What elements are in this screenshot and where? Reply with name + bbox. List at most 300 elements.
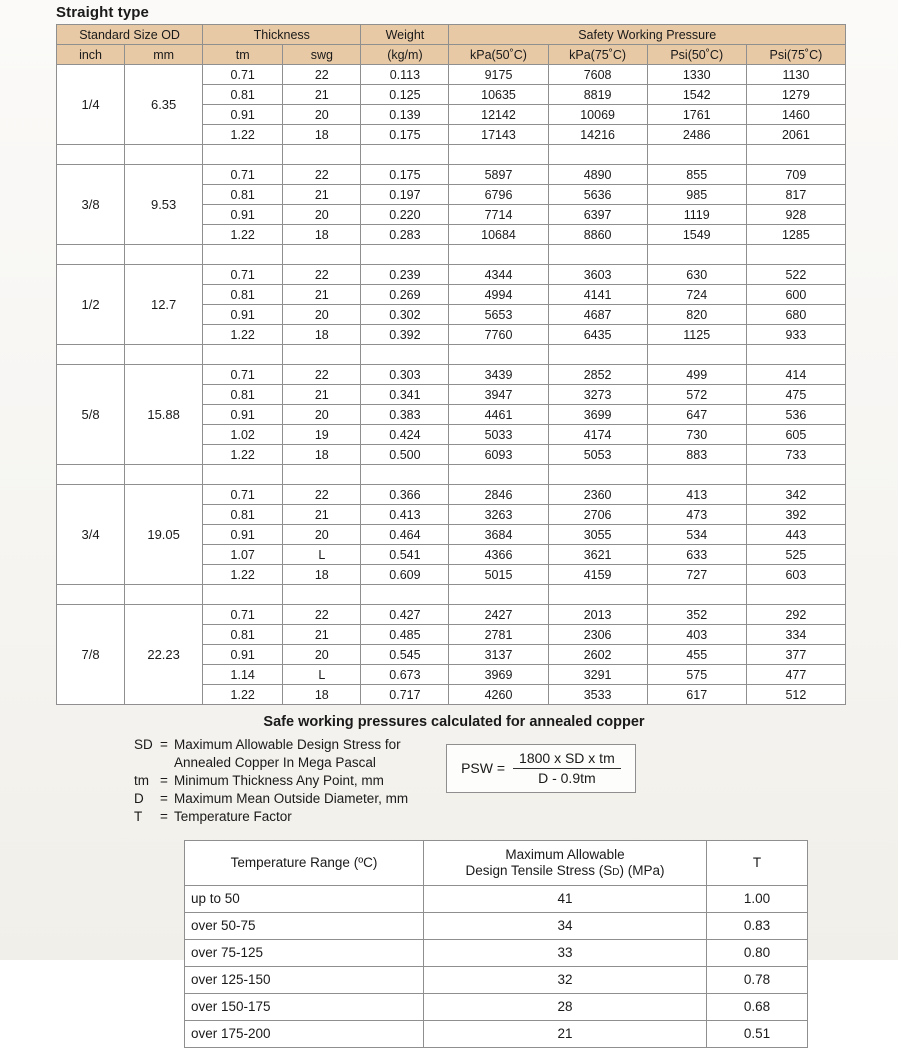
cell-tm: 0.71 (203, 605, 283, 625)
cell-weight: 0.485 (361, 625, 449, 645)
cell-size-mm: 19.05 (125, 485, 203, 585)
psw-formula-box (446, 744, 636, 793)
cell-swg: 20 (283, 525, 361, 545)
cell-kpa75: 4687 (548, 305, 647, 325)
legend-symbol: D (134, 790, 144, 806)
cell-weight: 0.125 (361, 85, 449, 105)
spacer-cell (283, 465, 361, 485)
cell-psi75: 334 (746, 625, 845, 645)
cell-psi75: 680 (746, 305, 845, 325)
legend-equals: = (160, 772, 168, 788)
cell-swg: 22 (283, 485, 361, 505)
cell-psi75: 933 (746, 325, 845, 345)
cell-tm: 0.71 (203, 365, 283, 385)
cell-psi75: 928 (746, 205, 845, 225)
cell-psi50: 1330 (647, 65, 746, 85)
cell-swg: 22 (283, 605, 361, 625)
cell-weight: 0.464 (361, 525, 449, 545)
cell-tm: 0.91 (203, 525, 283, 545)
header-psi50: Psi(50˚C) (647, 45, 746, 65)
cell-psi75: 605 (746, 425, 845, 445)
header-standard-size-od: Standard Size OD (57, 25, 203, 45)
cell-t-factor: 0.51 (707, 1020, 808, 1047)
cell-swg: 20 (283, 645, 361, 665)
cell-design-stress: 34 (424, 912, 707, 939)
cell-kpa50: 2846 (449, 485, 548, 505)
cell-psi75: 2061 (746, 125, 845, 145)
cell-psi50: 985 (647, 185, 746, 205)
cell-size-inch: 1/2 (57, 265, 125, 345)
cell-tm: 1.22 (203, 565, 283, 585)
spacer-cell (57, 585, 125, 605)
cell-psi50: 630 (647, 265, 746, 285)
spacer-cell (647, 245, 746, 265)
cell-weight: 0.220 (361, 205, 449, 225)
cell-tm: 1.22 (203, 225, 283, 245)
cell-kpa75: 4890 (548, 165, 647, 185)
cell-psi50: 575 (647, 665, 746, 685)
cell-kpa75: 14216 (548, 125, 647, 145)
cell-psi75: 377 (746, 645, 845, 665)
spacer-cell (283, 245, 361, 265)
cell-kpa50: 6093 (449, 445, 548, 465)
group-spacer-row (57, 345, 846, 365)
table-row (185, 885, 808, 912)
header-safety-working-pressure: Safety Working Pressure (449, 25, 846, 45)
cell-size-inch: 1/4 (57, 65, 125, 145)
cell-psi50: 855 (647, 165, 746, 185)
legend-item-sd (134, 736, 408, 754)
cell-swg: 18 (283, 325, 361, 345)
cell-weight: 0.413 (361, 505, 449, 525)
spacer-cell (647, 465, 746, 485)
header-weight: Weight (361, 25, 449, 45)
cell-size-mm: 6.35 (125, 65, 203, 145)
cell-temperature-range: over 175-200 (185, 1020, 424, 1047)
cell-psi50: 617 (647, 685, 746, 705)
cell-psi75: 1279 (746, 85, 845, 105)
table-header (57, 25, 846, 65)
header-t-factor: T (707, 840, 808, 885)
spacer-cell (361, 145, 449, 165)
spacer-cell (647, 345, 746, 365)
spacer-cell (125, 465, 203, 485)
header-sd-subscript: D (612, 866, 620, 878)
table-row (185, 993, 808, 1020)
table-row (185, 1020, 808, 1047)
cell-psi50: 633 (647, 545, 746, 565)
cell-psi50: 730 (647, 425, 746, 445)
cell-psi75: 1130 (746, 65, 845, 85)
spacer-cell (203, 345, 283, 365)
legend-and-formula (134, 736, 874, 826)
spacer-cell (548, 345, 647, 365)
group-spacer-row (57, 145, 846, 165)
spacer-cell (647, 585, 746, 605)
header-psi75: Psi(75˚C) (746, 45, 845, 65)
cell-size-mm: 15.88 (125, 365, 203, 465)
spacer-cell (746, 465, 845, 485)
cell-swg: 21 (283, 85, 361, 105)
cell-weight: 0.113 (361, 65, 449, 85)
cell-weight: 0.302 (361, 305, 449, 325)
spacer-cell (283, 145, 361, 165)
table-row (57, 365, 846, 385)
cell-tm: 0.91 (203, 105, 283, 125)
cell-kpa75: 2706 (548, 505, 647, 525)
cell-psi50: 727 (647, 565, 746, 585)
cell-psi50: 1761 (647, 105, 746, 125)
table-row (185, 912, 808, 939)
temperature-table-header (185, 840, 808, 885)
cell-swg: 21 (283, 285, 361, 305)
cell-kpa75: 5636 (548, 185, 647, 205)
table-row (57, 65, 846, 85)
legend-text: Maximum Allowable Design Stress for (174, 737, 401, 752)
cell-tm: 0.71 (203, 485, 283, 505)
cell-weight: 0.541 (361, 545, 449, 565)
spacer-cell (203, 145, 283, 165)
cell-tm: 0.81 (203, 625, 283, 645)
cell-design-stress: 32 (424, 966, 707, 993)
cell-size-inch: 3/4 (57, 485, 125, 585)
cell-kpa50: 3263 (449, 505, 548, 525)
cell-psi50: 455 (647, 645, 746, 665)
cell-t-factor: 0.78 (707, 966, 808, 993)
cell-kpa75: 4174 (548, 425, 647, 445)
cell-kpa50: 10635 (449, 85, 548, 105)
spacer-cell (57, 245, 125, 265)
spacer-cell (548, 465, 647, 485)
header-kpa50: kPa(50˚C) (449, 45, 548, 65)
cell-swg: 21 (283, 185, 361, 205)
cell-swg: 20 (283, 405, 361, 425)
spacer-cell (449, 145, 548, 165)
group-spacer-row (57, 245, 846, 265)
spacer-cell (203, 465, 283, 485)
cell-psi75: 477 (746, 665, 845, 685)
cell-kpa50: 6796 (449, 185, 548, 205)
cell-kpa50: 3684 (449, 525, 548, 545)
cell-psi75: 342 (746, 485, 845, 505)
cell-weight: 0.366 (361, 485, 449, 505)
cell-tm: 0.81 (203, 85, 283, 105)
cell-t-factor: 1.00 (707, 885, 808, 912)
cell-swg: 18 (283, 445, 361, 465)
cell-tm: 1.22 (203, 125, 283, 145)
cell-kpa75: 2360 (548, 485, 647, 505)
cell-size-mm: 9.53 (125, 165, 203, 245)
cell-kpa75: 3273 (548, 385, 647, 405)
cell-kpa75: 2013 (548, 605, 647, 625)
cell-kpa75: 2306 (548, 625, 647, 645)
cell-kpa50: 3439 (449, 365, 548, 385)
header-group-row (57, 25, 846, 45)
cell-kpa50: 5015 (449, 565, 548, 585)
spacer-cell (125, 145, 203, 165)
cell-psi75: 512 (746, 685, 845, 705)
cell-tm: 0.91 (203, 205, 283, 225)
legend-item-tm (134, 772, 408, 790)
cell-weight: 0.283 (361, 225, 449, 245)
cell-kpa75: 3603 (548, 265, 647, 285)
cell-weight: 0.673 (361, 665, 449, 685)
cell-weight: 0.609 (361, 565, 449, 585)
cell-t-factor: 0.80 (707, 939, 808, 966)
cell-temperature-range: up to 50 (185, 885, 424, 912)
cell-kpa50: 5033 (449, 425, 548, 445)
spacer-cell (746, 345, 845, 365)
cell-kpa50: 7760 (449, 325, 548, 345)
cell-weight: 0.424 (361, 425, 449, 445)
cell-size-inch: 3/8 (57, 165, 125, 245)
spacer-cell (125, 345, 203, 365)
cell-weight: 0.383 (361, 405, 449, 425)
cell-kpa50: 7714 (449, 205, 548, 225)
cell-kpa50: 2427 (449, 605, 548, 625)
cell-tm: 1.14 (203, 665, 283, 685)
cell-design-stress: 33 (424, 939, 707, 966)
cell-psi75: 709 (746, 165, 845, 185)
cell-psi75: 733 (746, 445, 845, 465)
cell-psi50: 724 (647, 285, 746, 305)
cell-psi50: 1549 (647, 225, 746, 245)
cell-kpa50: 4260 (449, 685, 548, 705)
cell-kpa75: 6397 (548, 205, 647, 225)
cell-weight: 0.500 (361, 445, 449, 465)
cell-psi50: 572 (647, 385, 746, 405)
cell-kpa75: 2852 (548, 365, 647, 385)
cell-size-inch: 7/8 (57, 605, 125, 705)
cell-kpa75: 3533 (548, 685, 647, 705)
table-row (57, 485, 846, 505)
header-inch: inch (57, 45, 125, 65)
spacer-cell (361, 345, 449, 365)
table-caption: Safe working pressures calculated for annealed copper (263, 714, 645, 730)
cell-psi50: 499 (647, 365, 746, 385)
cell-tm: 0.81 (203, 285, 283, 305)
header-swg: swg (283, 45, 361, 65)
cell-tm: 0.91 (203, 305, 283, 325)
header-sd-line3: ) (MPa) (619, 862, 665, 878)
cell-kpa75: 3291 (548, 665, 647, 685)
cell-swg: 22 (283, 165, 361, 185)
legend-equals: = (160, 737, 168, 752)
legend-symbol: T (134, 808, 143, 824)
cell-weight: 0.175 (361, 165, 449, 185)
cell-weight: 0.427 (361, 605, 449, 625)
cell-design-stress: 41 (424, 885, 707, 912)
spacer-cell (746, 585, 845, 605)
cell-tm: 1.22 (203, 325, 283, 345)
spacer-cell (203, 585, 283, 605)
cell-psi50: 352 (647, 605, 746, 625)
spacer-cell (548, 245, 647, 265)
cell-design-stress: 28 (424, 993, 707, 1020)
table-body (57, 65, 846, 705)
cell-kpa50: 3947 (449, 385, 548, 405)
spacer-cell (361, 245, 449, 265)
cell-psi75: 1460 (746, 105, 845, 125)
cell-kpa50: 12142 (449, 105, 548, 125)
cell-tm: 0.81 (203, 505, 283, 525)
temperature-header-row (185, 840, 808, 885)
cell-weight: 0.269 (361, 285, 449, 305)
cell-weight: 0.175 (361, 125, 449, 145)
spacer-cell (548, 585, 647, 605)
cell-temperature-range: over 150-175 (185, 993, 424, 1020)
legend-item-d (134, 790, 408, 808)
formula-denominator: D - 0.9tm (538, 769, 596, 786)
cell-weight: 0.139 (361, 105, 449, 125)
cell-tm: 0.81 (203, 385, 283, 405)
cell-psi50: 1542 (647, 85, 746, 105)
cell-size-mm: 12.7 (125, 265, 203, 345)
cell-psi75: 392 (746, 505, 845, 525)
cell-kpa75: 10069 (548, 105, 647, 125)
legend-item-sd-cont (134, 754, 408, 772)
legend-text: Maximum Mean Outside Diameter, mm (174, 790, 409, 806)
cell-tm: 1.07 (203, 545, 283, 565)
cell-psi50: 403 (647, 625, 746, 645)
table-row (185, 939, 808, 966)
cell-tm: 0.91 (203, 645, 283, 665)
cell-swg: 20 (283, 205, 361, 225)
spacer-cell (746, 245, 845, 265)
cell-psi50: 1119 (647, 205, 746, 225)
cell-swg: 22 (283, 65, 361, 85)
cell-temperature-range: over 50-75 (185, 912, 424, 939)
cell-tm: 0.81 (203, 185, 283, 205)
group-spacer-row (57, 585, 846, 605)
cell-kpa50: 4366 (449, 545, 548, 565)
spacer-cell (746, 145, 845, 165)
pipe-specification-table (56, 24, 846, 705)
cell-tm: 0.71 (203, 265, 283, 285)
cell-psi75: 817 (746, 185, 845, 205)
spacer-cell (203, 245, 283, 265)
cell-kpa75: 3699 (548, 405, 647, 425)
spacer-cell (125, 245, 203, 265)
spacer-cell (449, 465, 548, 485)
cell-swg: 18 (283, 685, 361, 705)
cell-t-factor: 0.68 (707, 993, 808, 1020)
spacer-cell (57, 465, 125, 485)
cell-psi50: 883 (647, 445, 746, 465)
spacer-cell (449, 585, 548, 605)
cell-tm: 1.02 (203, 425, 283, 445)
cell-tm: 0.71 (203, 65, 283, 85)
cell-psi50: 534 (647, 525, 746, 545)
cell-temperature-range: over 125-150 (185, 966, 424, 993)
header-tm: tm (203, 45, 283, 65)
cell-psi75: 414 (746, 365, 845, 385)
legend-item-t (134, 808, 408, 826)
cell-weight: 0.341 (361, 385, 449, 405)
cell-swg: 18 (283, 225, 361, 245)
cell-psi75: 536 (746, 405, 845, 425)
spacer-cell (548, 145, 647, 165)
spacer-cell (283, 345, 361, 365)
cell-psi75: 600 (746, 285, 845, 305)
legend-equals: = (160, 790, 168, 806)
cell-psi75: 443 (746, 525, 845, 545)
header-kgm: (kg/m) (361, 45, 449, 65)
spacer-cell (57, 345, 125, 365)
legend-equals: = (160, 808, 168, 824)
cell-kpa75: 3621 (548, 545, 647, 565)
spacer-cell (361, 465, 449, 485)
spacer-cell (361, 585, 449, 605)
cell-tm: 1.22 (203, 685, 283, 705)
header-kpa75: kPa(75˚C) (548, 45, 647, 65)
cell-swg: 20 (283, 305, 361, 325)
cell-swg: 20 (283, 105, 361, 125)
cell-t-factor: 0.83 (707, 912, 808, 939)
cell-swg: 21 (283, 625, 361, 645)
table-row (185, 966, 808, 993)
cell-swg: L (283, 665, 361, 685)
header-design-tensile-stress (424, 840, 707, 885)
cell-kpa75: 8819 (548, 85, 647, 105)
cell-psi50: 1125 (647, 325, 746, 345)
cell-psi50: 820 (647, 305, 746, 325)
header-mm: mm (125, 45, 203, 65)
cell-swg: 18 (283, 565, 361, 585)
cell-psi50: 473 (647, 505, 746, 525)
group-spacer-row (57, 465, 846, 485)
cell-psi50: 2486 (647, 125, 746, 145)
spacer-cell (283, 585, 361, 605)
cell-weight: 0.239 (361, 265, 449, 285)
cell-psi75: 522 (746, 265, 845, 285)
cell-kpa50: 5653 (449, 305, 548, 325)
legend-symbol: SD (134, 737, 153, 752)
cell-kpa75: 8860 (548, 225, 647, 245)
formula-left-side: PSW = (461, 760, 506, 776)
spacer-cell (449, 245, 548, 265)
cell-weight: 0.303 (361, 365, 449, 385)
cell-kpa75: 7608 (548, 65, 647, 85)
legend-symbol: tm (134, 772, 149, 788)
table-row (57, 605, 846, 625)
cell-kpa50: 4344 (449, 265, 548, 285)
cell-swg: 18 (283, 125, 361, 145)
cell-psi75: 292 (746, 605, 845, 625)
cell-kpa50: 10684 (449, 225, 548, 245)
cell-size-mm: 22.23 (125, 605, 203, 705)
cell-kpa50: 17143 (449, 125, 548, 145)
cell-swg: 19 (283, 425, 361, 445)
cell-kpa50: 4994 (449, 285, 548, 305)
cell-psi50: 413 (647, 485, 746, 505)
spacer-cell (449, 345, 548, 365)
legend-list (134, 736, 408, 826)
header-thickness: Thickness (203, 25, 361, 45)
formula-fraction (513, 750, 621, 787)
header-temperature-range: Temperature Range (ºC) (185, 840, 424, 885)
temperature-factor-table (184, 840, 808, 1048)
cell-kpa50: 3137 (449, 645, 548, 665)
cell-tm: 0.91 (203, 405, 283, 425)
cell-swg: 21 (283, 505, 361, 525)
cell-design-stress: 21 (424, 1020, 707, 1047)
cell-kpa75: 4141 (548, 285, 647, 305)
cell-temperature-range: over 75-125 (185, 939, 424, 966)
cell-weight: 0.392 (361, 325, 449, 345)
page-title: Straight type (56, 4, 149, 21)
cell-swg: 21 (283, 385, 361, 405)
